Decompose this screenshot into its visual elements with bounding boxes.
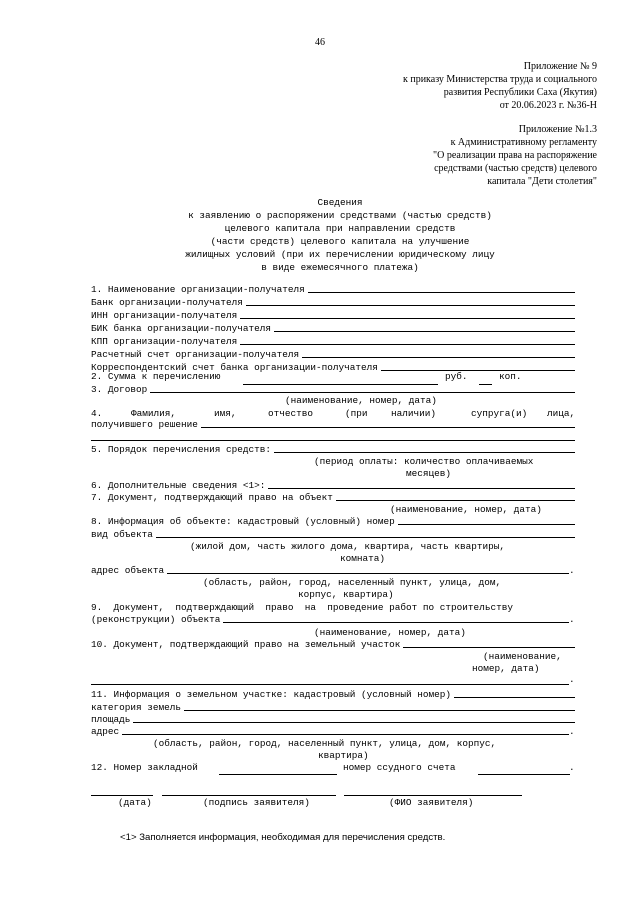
label-cadastral-number: 8. Информация об объекте: кадастровый (условный) номер <box>91 516 395 527</box>
appendix-1-3-line-1: Приложение №1.3 <box>518 124 597 135</box>
title-line-5: жилищных условий (при их перечислении юридическому лицу <box>185 249 495 260</box>
hint-object-type-1: (жилой дом, часть жилого дома, квартира, часть квартиры, <box>190 541 506 552</box>
label-bik: БИК банка организации-получателя <box>91 323 272 334</box>
footnote: <1> Заполняется информация, необходимая для перечисления средств. <box>120 832 446 843</box>
input-line-mortgage-number[interactable] <box>219 774 337 775</box>
input-line-corr-account[interactable] <box>381 370 575 371</box>
input-line-payment-order[interactable] <box>274 452 575 453</box>
field-bank <box>91 297 575 308</box>
label-land-cadastral: 11. Информация о земельном участке: кадастровый (условный номер) <box>91 689 452 700</box>
field-land-address <box>91 726 569 737</box>
label-spouse-part-8: лица, <box>547 408 576 419</box>
appendix-1-3-line-2: к Административному регламенту <box>450 137 597 148</box>
input-line-bik[interactable] <box>274 331 575 332</box>
hint-payment-order-1: (период оплаты: количество оплачиваемых <box>314 456 534 467</box>
field-spouse <box>91 419 575 430</box>
input-line-construction-doc[interactable] <box>223 622 569 623</box>
field-construction-doc <box>91 614 569 625</box>
appendix-1-3-line-5: капитала "Дети столетия" <box>487 176 597 187</box>
hint-object-address-2: корпус, квартира) <box>298 589 394 600</box>
hint-land-doc-1: (наименование, <box>483 651 562 662</box>
input-line-land-area[interactable] <box>133 722 575 723</box>
label-object-address: адрес объекта <box>91 565 165 576</box>
input-line-loan-account[interactable] <box>478 774 570 775</box>
field-inn <box>91 310 575 321</box>
dot-loan-account: . <box>569 762 575 773</box>
input-line-land-address[interactable] <box>122 734 569 735</box>
input-line-land-cadastral[interactable] <box>454 697 575 698</box>
field-payment-order <box>91 444 575 455</box>
hint-object-address-1: (область, район, город, населенный пункт, улица, дом, <box>203 577 502 588</box>
label-additional-info: 6. Дополнительные сведения <1>: <box>91 480 266 491</box>
field-cadastral-number <box>91 516 575 527</box>
label-spouse-line-2: получившего решение <box>91 419 198 430</box>
input-line-recipient-name[interactable] <box>308 292 575 293</box>
field-land-area <box>91 714 575 725</box>
label-fio: (ФИО заявителя) <box>389 797 474 808</box>
label-spouse-part-4: отчество <box>268 408 314 419</box>
field-contract <box>91 384 575 395</box>
title-line-1: Сведения <box>317 197 363 208</box>
field-ownership-doc <box>91 492 575 503</box>
field-kpp <box>91 336 575 347</box>
field-land-category <box>91 702 575 713</box>
input-line-bank[interactable] <box>246 305 575 306</box>
input-line-cadastral-number[interactable] <box>398 524 575 525</box>
input-line-object-address[interactable] <box>167 573 569 574</box>
hint-payment-order-2: месяцев) <box>406 468 452 479</box>
input-line-object-type[interactable] <box>156 537 575 538</box>
dot-land-doc: . <box>569 674 575 685</box>
label-construction-doc-1: 9. Документ, подтверждающий право на проведение работ по строительству <box>91 602 513 613</box>
input-line-date[interactable] <box>91 795 153 796</box>
input-line-signature[interactable] <box>162 795 336 796</box>
label-object-type: вид объекта <box>91 529 153 540</box>
dot-land-address: . <box>569 726 575 737</box>
dot-construction-doc: . <box>569 614 575 625</box>
label-recipient-name: 1. Наименование организации-получателя <box>91 284 305 295</box>
label-spouse-part-7: супруга(и) <box>471 408 528 419</box>
input-line-land-category[interactable] <box>184 710 575 711</box>
field-account <box>91 349 575 360</box>
label-land-doc: 10. Документ, подтверждающий право на земельный участок <box>91 639 401 650</box>
appendix-9-line-4: от 20.06.2023 г. №36-Н <box>499 100 597 111</box>
title-line-2: к заявлению о распоряжении средствами (частью средств) <box>188 210 492 221</box>
title-line-4: (части средств) целевого капитала на улучшение <box>210 236 470 247</box>
label-spouse-part-6: наличии) <box>391 408 437 419</box>
input-line-land-doc[interactable] <box>403 647 575 648</box>
field-land-doc <box>91 639 575 650</box>
label-ownership-doc: 7. Документ, подтверждающий право на объект <box>91 492 333 503</box>
input-line-spouse-extra[interactable] <box>91 440 575 441</box>
appendix-1-3-line-4: средствами (частью средств) целевого <box>434 163 597 174</box>
label-rub: руб. <box>445 371 468 382</box>
input-line-contract[interactable] <box>150 392 575 393</box>
dot-object-address: . <box>569 565 575 576</box>
input-line-spouse[interactable] <box>201 427 575 428</box>
input-line-inn[interactable] <box>240 318 575 319</box>
title-line-3: целевого капитала при направлении средств <box>224 223 456 234</box>
hint-land-address-1: (область, район, город, населенный пункт, улица, дом, корпус, <box>153 738 497 749</box>
label-signature: (подпись заявителя) <box>203 797 310 808</box>
input-line-additional-info[interactable] <box>268 488 575 489</box>
label-date: (дата) <box>118 797 152 808</box>
label-construction-doc-2: (реконструкции) объекта <box>91 614 221 625</box>
hint-land-doc-2: номер, дата) <box>472 663 540 674</box>
label-spouse-part-2: Фамилия, <box>131 408 177 419</box>
label-sum: 2. Сумма к перечислению <box>91 371 221 382</box>
field-additional-info <box>91 480 575 491</box>
input-line-fio[interactable] <box>344 795 522 796</box>
label-land-category: категория земель <box>91 702 182 713</box>
label-account: Расчетный счет организации-получателя <box>91 349 300 360</box>
field-land-cadastral <box>91 689 575 700</box>
label-spouse-part-1: 4. <box>91 408 103 419</box>
appendix-9-line-1: Приложение № 9 <box>523 61 597 72</box>
label-kop: коп. <box>499 371 522 382</box>
field-recipient-name <box>91 284 575 295</box>
input-line-land-doc-extra[interactable] <box>91 684 569 685</box>
title-line-6: в виде ежемесячного платежа) <box>261 262 419 273</box>
field-bik <box>91 323 575 334</box>
hint-land-address-2: квартира) <box>318 750 369 761</box>
hint-object-type-2: комната) <box>340 553 386 564</box>
label-loan-account: номер ссудного счета <box>343 762 456 773</box>
label-corr-account: Корреспондентский счет банка организации-получателя <box>91 362 378 373</box>
page-number: 46 <box>315 37 325 48</box>
label-spouse-part-3: имя, <box>214 408 237 419</box>
label-land-area: площадь <box>91 714 131 725</box>
hint-ownership-doc: (наименование, номер, дата) <box>390 504 542 515</box>
input-line-account[interactable] <box>302 357 575 358</box>
input-line-ownership-doc[interactable] <box>336 500 575 501</box>
hint-contract: (наименование, номер, дата) <box>285 395 437 406</box>
label-bank: Банк организации-получателя <box>91 297 243 308</box>
field-object-type <box>91 529 575 540</box>
label-payment-order: 5. Порядок перечисления средств: <box>91 444 272 455</box>
hint-construction-doc: (наименование, номер, дата) <box>314 627 466 638</box>
label-kpp: КПП организации-получателя <box>91 336 238 347</box>
appendix-1-3-line-3: "О реализации права на распоряжение <box>433 150 597 161</box>
appendix-9-line-3: развития Республики Саха (Якутия) <box>443 87 597 98</box>
field-object-address <box>91 565 569 576</box>
appendix-9-line-2: к приказу Министерства труда и социального <box>402 74 597 85</box>
label-contract: 3. Договор <box>91 384 148 395</box>
input-line-kpp[interactable] <box>240 344 575 345</box>
label-spouse-part-5: (при <box>345 408 368 419</box>
label-land-address: адрес <box>91 726 120 737</box>
label-mortgage-number: 12. Номер закладной <box>91 762 198 773</box>
label-inn: ИНН организации-получателя <box>91 310 238 321</box>
